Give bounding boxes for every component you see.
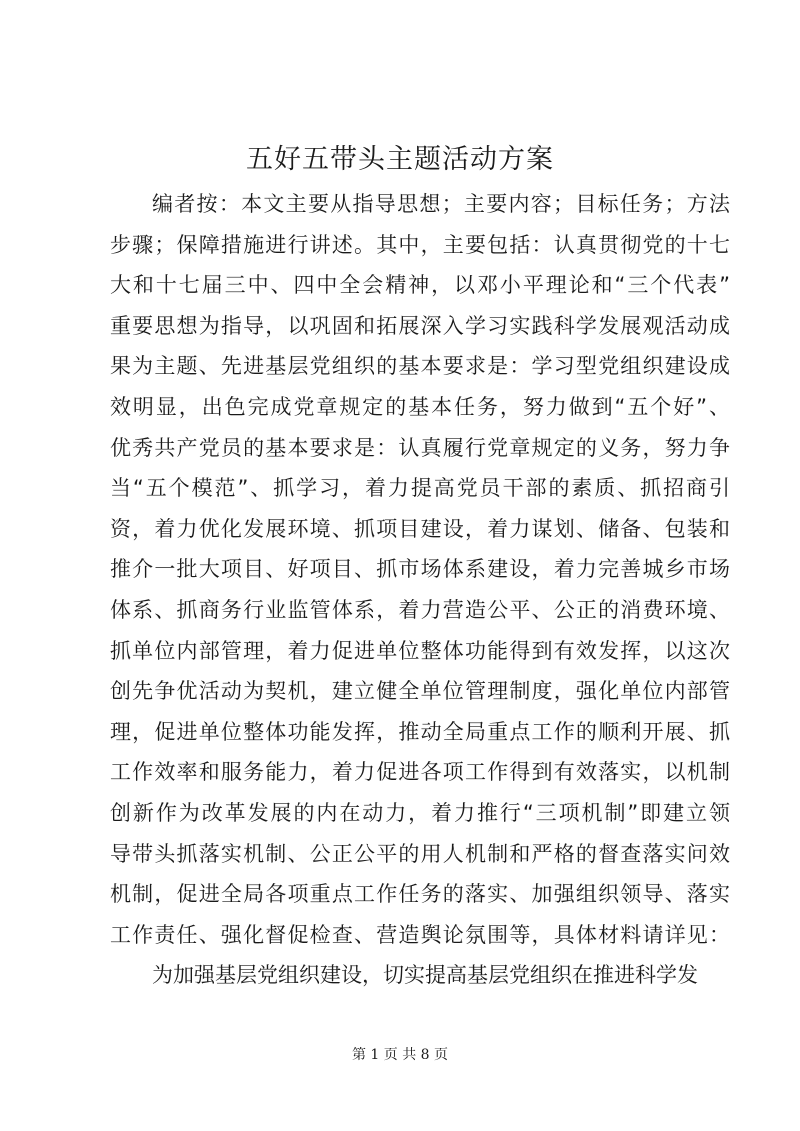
page-number-footer: 第 1 页 共 8 页 [351,1047,449,1063]
body-line: 编者按：本文主要从指导思想；主要内容；目标任务；方法 [152,192,730,216]
body-line: 效明显，出色完成党章规定的基本任务，努力做到“五个好”、 [110,394,730,419]
body-line: 步骤；保障措施进行讲述。其中，主要包括：认真贯彻党的十七 [110,232,730,257]
body-line: 优秀共产党员的基本要求是：认真履行党章规定的义务，努力争 [110,435,730,460]
body-line: 重要思想为指导，以巩固和拓展深入学习实践科学发展观活动成 [110,313,730,338]
body-line: 机制，促进全局各项重点工作任务的落实、加强组织领导、落实 [110,882,730,907]
document-body [110,184,730,996]
body-line: 理，促进单位整体功能发挥，推动全局重点工作的顺利开展、抓 [110,719,730,744]
document-title: 五好五带头主题活动方案 [246,144,554,175]
body-line: 体系、抓商务行业监管体系，着力营造公平、公正的消费环境、 [110,597,730,622]
body-line: 大和十七届三中、四中全会精神，以邓小平理论和“三个代表” [110,273,730,298]
body-line: 当“五个模范”、抓学习，着力提高党员干部的素质、抓招商引 [110,476,730,501]
body-line: 工作责任、强化督促检查、营造舆论氛围等，具体材料请详见： [110,922,730,947]
body-line: 创先争优活动为契机，建立健全单位管理制度，强化单位内部管 [110,679,730,704]
body-line: 创新作为改革发展的内在动力，着力推行“三项机制”即建立领 [110,800,730,825]
body-line: 推介一批大项目、好项目、抓市场体系建设，着力完善城乡市场 [110,557,730,582]
body-line: 为加强基层党组织建设，切实提高基层党组织在推进科学发 [152,963,698,988]
body-line: 工作效率和服务能力，着力促进各项工作得到有效落实，以机制 [110,760,730,785]
body-line: 导带头抓落实机制、公正公平的用人机制和严格的督查落实问效 [110,841,730,866]
body-line: 抓单位内部管理，着力促进单位整体功能得到有效发挥，以这次 [110,638,730,663]
body-line: 果为主题、先进基层党组织的基本要求是：学习型党组织建设成 [110,354,730,379]
body-line: 资，着力优化发展环境、抓项目建设，着力谋划、储备、包装和 [110,516,730,541]
